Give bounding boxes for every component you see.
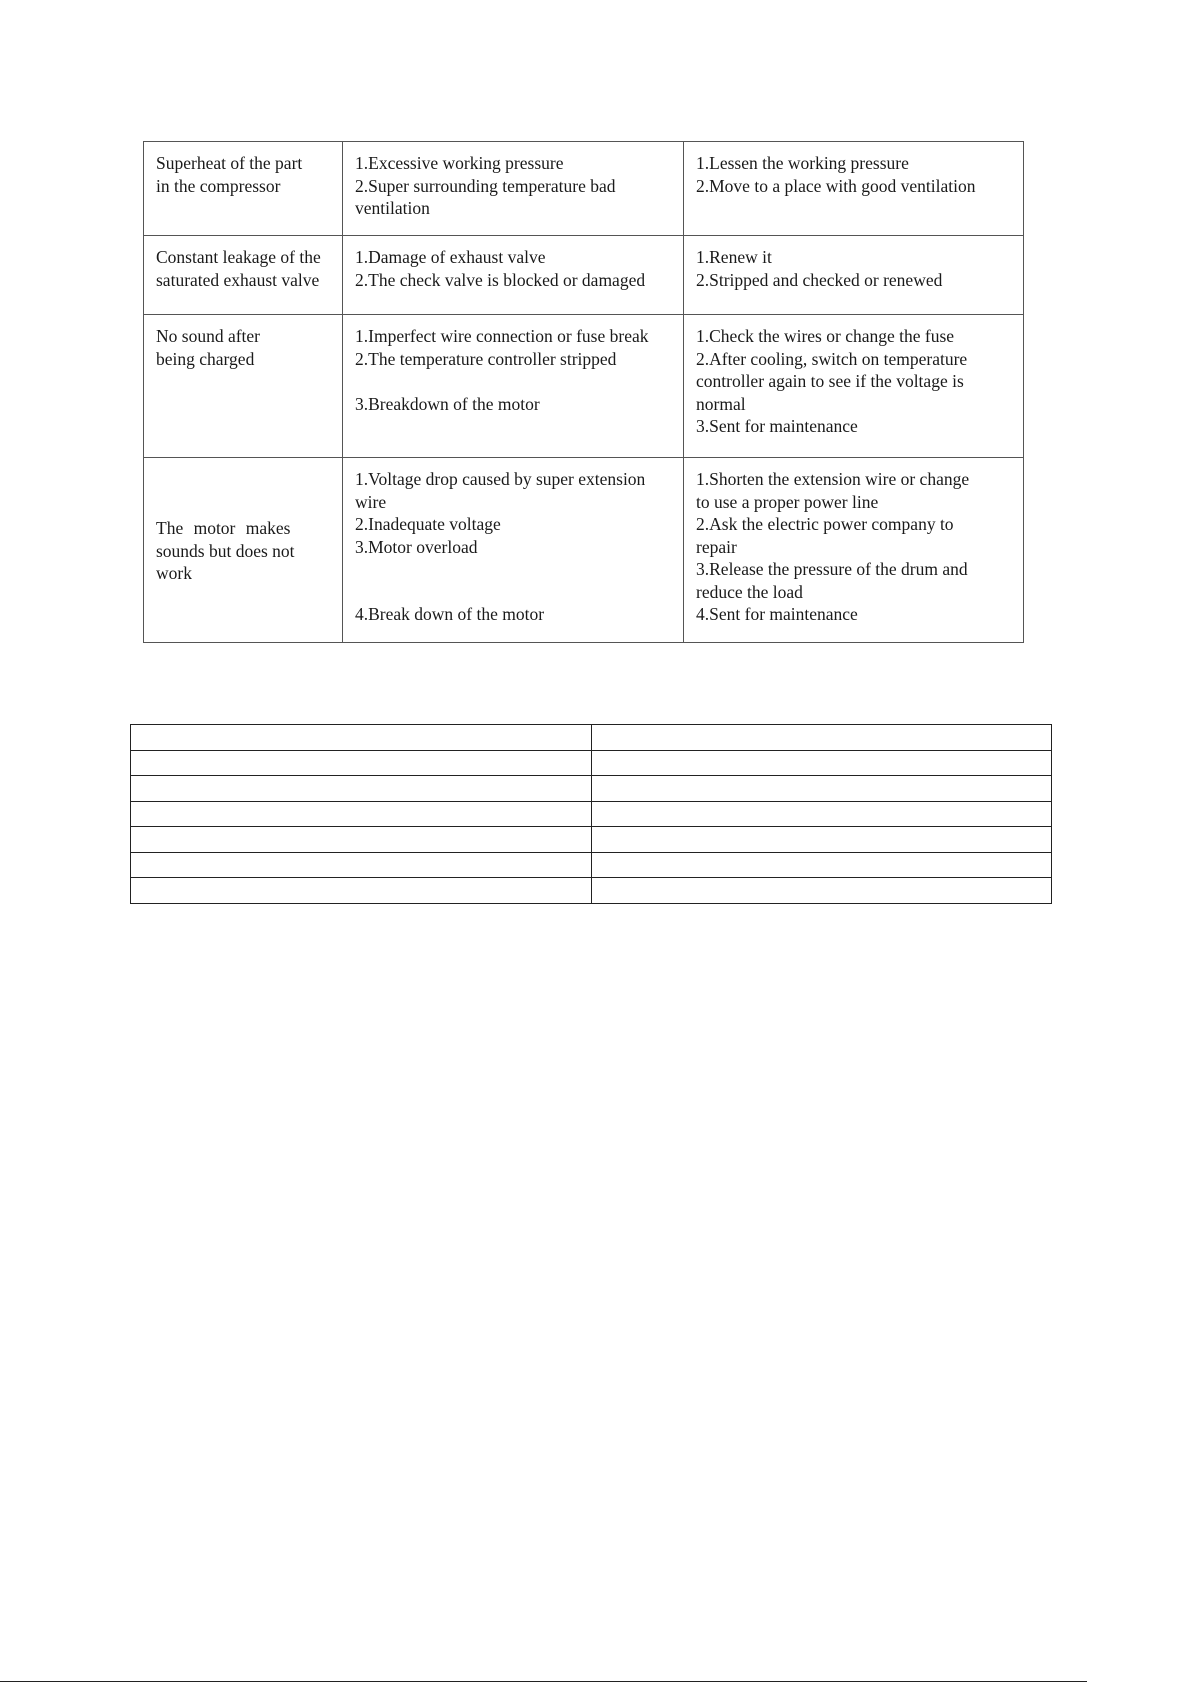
cell-text: 2.Inadequate voltage	[355, 514, 501, 534]
problem-cell	[144, 458, 343, 643]
table-row	[131, 801, 1052, 827]
cell-text: 1.Damage of exhaust valve	[355, 247, 546, 267]
empty-cell	[591, 852, 1052, 878]
table-row	[131, 852, 1052, 878]
empty-cell	[131, 801, 592, 827]
cell-text: 4.Break down of the motor	[355, 604, 545, 624]
cause-cell	[343, 458, 684, 643]
table-row	[144, 315, 1024, 458]
cell-text: 3.Motor overload	[355, 536, 478, 557]
empty-cell	[131, 725, 592, 751]
empty-cell	[591, 878, 1052, 904]
cell-text: wire	[355, 491, 387, 512]
page-bottom-divider	[0, 1681, 1087, 1682]
empty-cell	[131, 750, 592, 776]
solution-cell	[684, 458, 1024, 643]
cell-text: 1.Voltage drop caused by super extension	[355, 469, 646, 489]
cell-text: 2.Super surrounding temperature bad	[355, 175, 616, 196]
empty-cell	[591, 801, 1052, 827]
spacer	[355, 581, 671, 604]
cell-text: 1.Shorten the extension wire or change	[696, 469, 970, 489]
cell-text: 2.Move to a place with good ventilation	[696, 175, 976, 196]
cause-cell	[343, 315, 684, 458]
cell-text: work	[156, 563, 192, 584]
problem-cell	[144, 142, 343, 236]
empty-cell	[131, 827, 592, 853]
cell-text: 2.The check valve is blocked or damaged	[355, 269, 646, 290]
cell-text: 2.After cooling, switch on temperature	[696, 348, 968, 369]
empty-cell	[591, 827, 1052, 853]
spacer	[355, 558, 671, 581]
troubleshooting-table	[143, 141, 1024, 643]
cell-text: being charged	[156, 348, 255, 369]
cell-text: ventilation	[355, 198, 430, 218]
cell-text: 3.Breakdown of the motor	[355, 393, 540, 414]
problem-cell	[144, 236, 343, 315]
solution-cell	[684, 315, 1024, 458]
cell-text: 1.Excessive working pressure	[355, 153, 564, 173]
cause-cell	[343, 236, 684, 315]
empty-cell	[591, 725, 1052, 751]
empty-cell	[591, 750, 1052, 776]
empty-cell	[131, 878, 592, 904]
cell-text: controller again to see if the voltage is	[696, 371, 964, 391]
table-row	[144, 142, 1024, 236]
cell-text: 2.Ask the electric power company to	[696, 514, 954, 534]
problem-cell	[144, 315, 343, 458]
table-row	[131, 827, 1052, 853]
cell-text: in the compressor	[156, 175, 281, 196]
table-row	[144, 458, 1024, 643]
table-row	[131, 725, 1052, 751]
cell-text: 4.Sent for maintenance	[696, 604, 858, 624]
cell-text: saturated exhaust valve	[156, 269, 320, 290]
cell-text: to use a proper power line	[696, 491, 879, 512]
cell-text: 3.Release the pressure of the drum and	[696, 559, 968, 579]
cell-text: Superheat of the part	[156, 153, 303, 173]
cell-text: No sound after	[156, 326, 261, 346]
table-row	[131, 878, 1052, 904]
empty-cell	[131, 776, 592, 802]
cell-text: 1.Renew it	[696, 247, 772, 267]
table-row	[131, 750, 1052, 776]
spacer	[355, 370, 671, 393]
cell-text: The motor makes	[156, 518, 291, 539]
cell-text: 2.Stripped and checked or renewed	[696, 269, 943, 290]
cell-text: 1.Imperfect wire connection or fuse break	[355, 326, 649, 346]
table-row	[144, 236, 1024, 315]
empty-cell	[131, 852, 592, 878]
cell-text: reduce the load	[696, 581, 803, 602]
cell-text: sounds but does not	[156, 540, 295, 561]
cell-text: repair	[696, 536, 737, 557]
cell-text: normal	[696, 393, 746, 414]
table-row	[131, 776, 1052, 802]
cause-cell	[343, 142, 684, 236]
empty-cell	[591, 776, 1052, 802]
cell-text: 1.Lessen the working pressure	[696, 153, 909, 173]
cell-text: 1.Check the wires or change the fuse	[696, 326, 955, 346]
solution-cell	[684, 142, 1024, 236]
cell-text: Constant leakage of the	[156, 247, 321, 267]
cell-text: 2.The temperature controller stripped	[355, 348, 617, 369]
cell-text: 3.Sent for maintenance	[696, 416, 858, 436]
empty-grid-table	[130, 724, 1052, 904]
solution-cell	[684, 236, 1024, 315]
